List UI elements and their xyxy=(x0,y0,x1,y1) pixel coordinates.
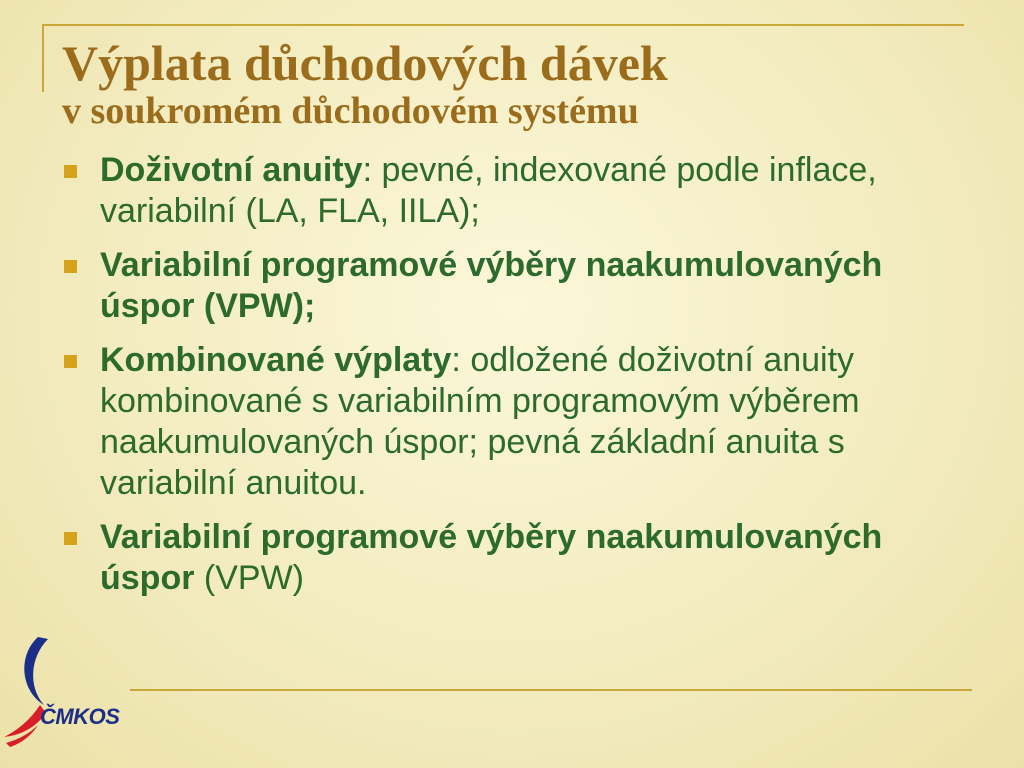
bullet-3-bold: Kombinované výplaty xyxy=(100,341,452,379)
frame-line-left xyxy=(42,24,44,92)
bullet-4-bold: Variabilní programové výběry naakumulovaných úspor xyxy=(100,518,883,597)
slide-title-line1: Výplata důchodových dávek xyxy=(62,35,668,91)
bullet-item-1 xyxy=(60,150,940,232)
bullet-1-bold: Doživotní anuity xyxy=(100,151,363,189)
bullet-square-icon xyxy=(64,165,77,178)
bullet-square-icon xyxy=(64,260,77,273)
bullet-square-icon xyxy=(64,355,77,368)
slide-title xyxy=(62,35,962,132)
bullet-2-bold: Variabilní programové výběry naakumulovaných úspor (VPW); xyxy=(100,246,883,325)
bullet-item-3 xyxy=(60,340,940,504)
cmkos-logo-text: ČMKOS xyxy=(40,704,120,729)
slide-title-line2: v soukromém důchodovém systému xyxy=(62,90,639,132)
bullet-square-icon xyxy=(64,532,77,545)
bullet-item-4 xyxy=(60,517,940,599)
bullet-4-text: (VPW) xyxy=(194,559,304,597)
cmkos-logo-icon xyxy=(0,635,150,750)
frame-line-top xyxy=(42,24,964,26)
bullet-list xyxy=(60,150,940,612)
bullet-1-text: : pevné, indexované podle inflace, variabilní (LA, FLA, IILA); xyxy=(100,151,877,230)
bullet-item-2 xyxy=(60,245,940,327)
frame-line-bottom xyxy=(130,689,972,691)
bullet-3-text: : odložené doživotní anuity kombinované s variabilním programovým výběrem naakumulovaných úspor; pevná základní anuita s variabilní anuitou. xyxy=(100,341,860,502)
